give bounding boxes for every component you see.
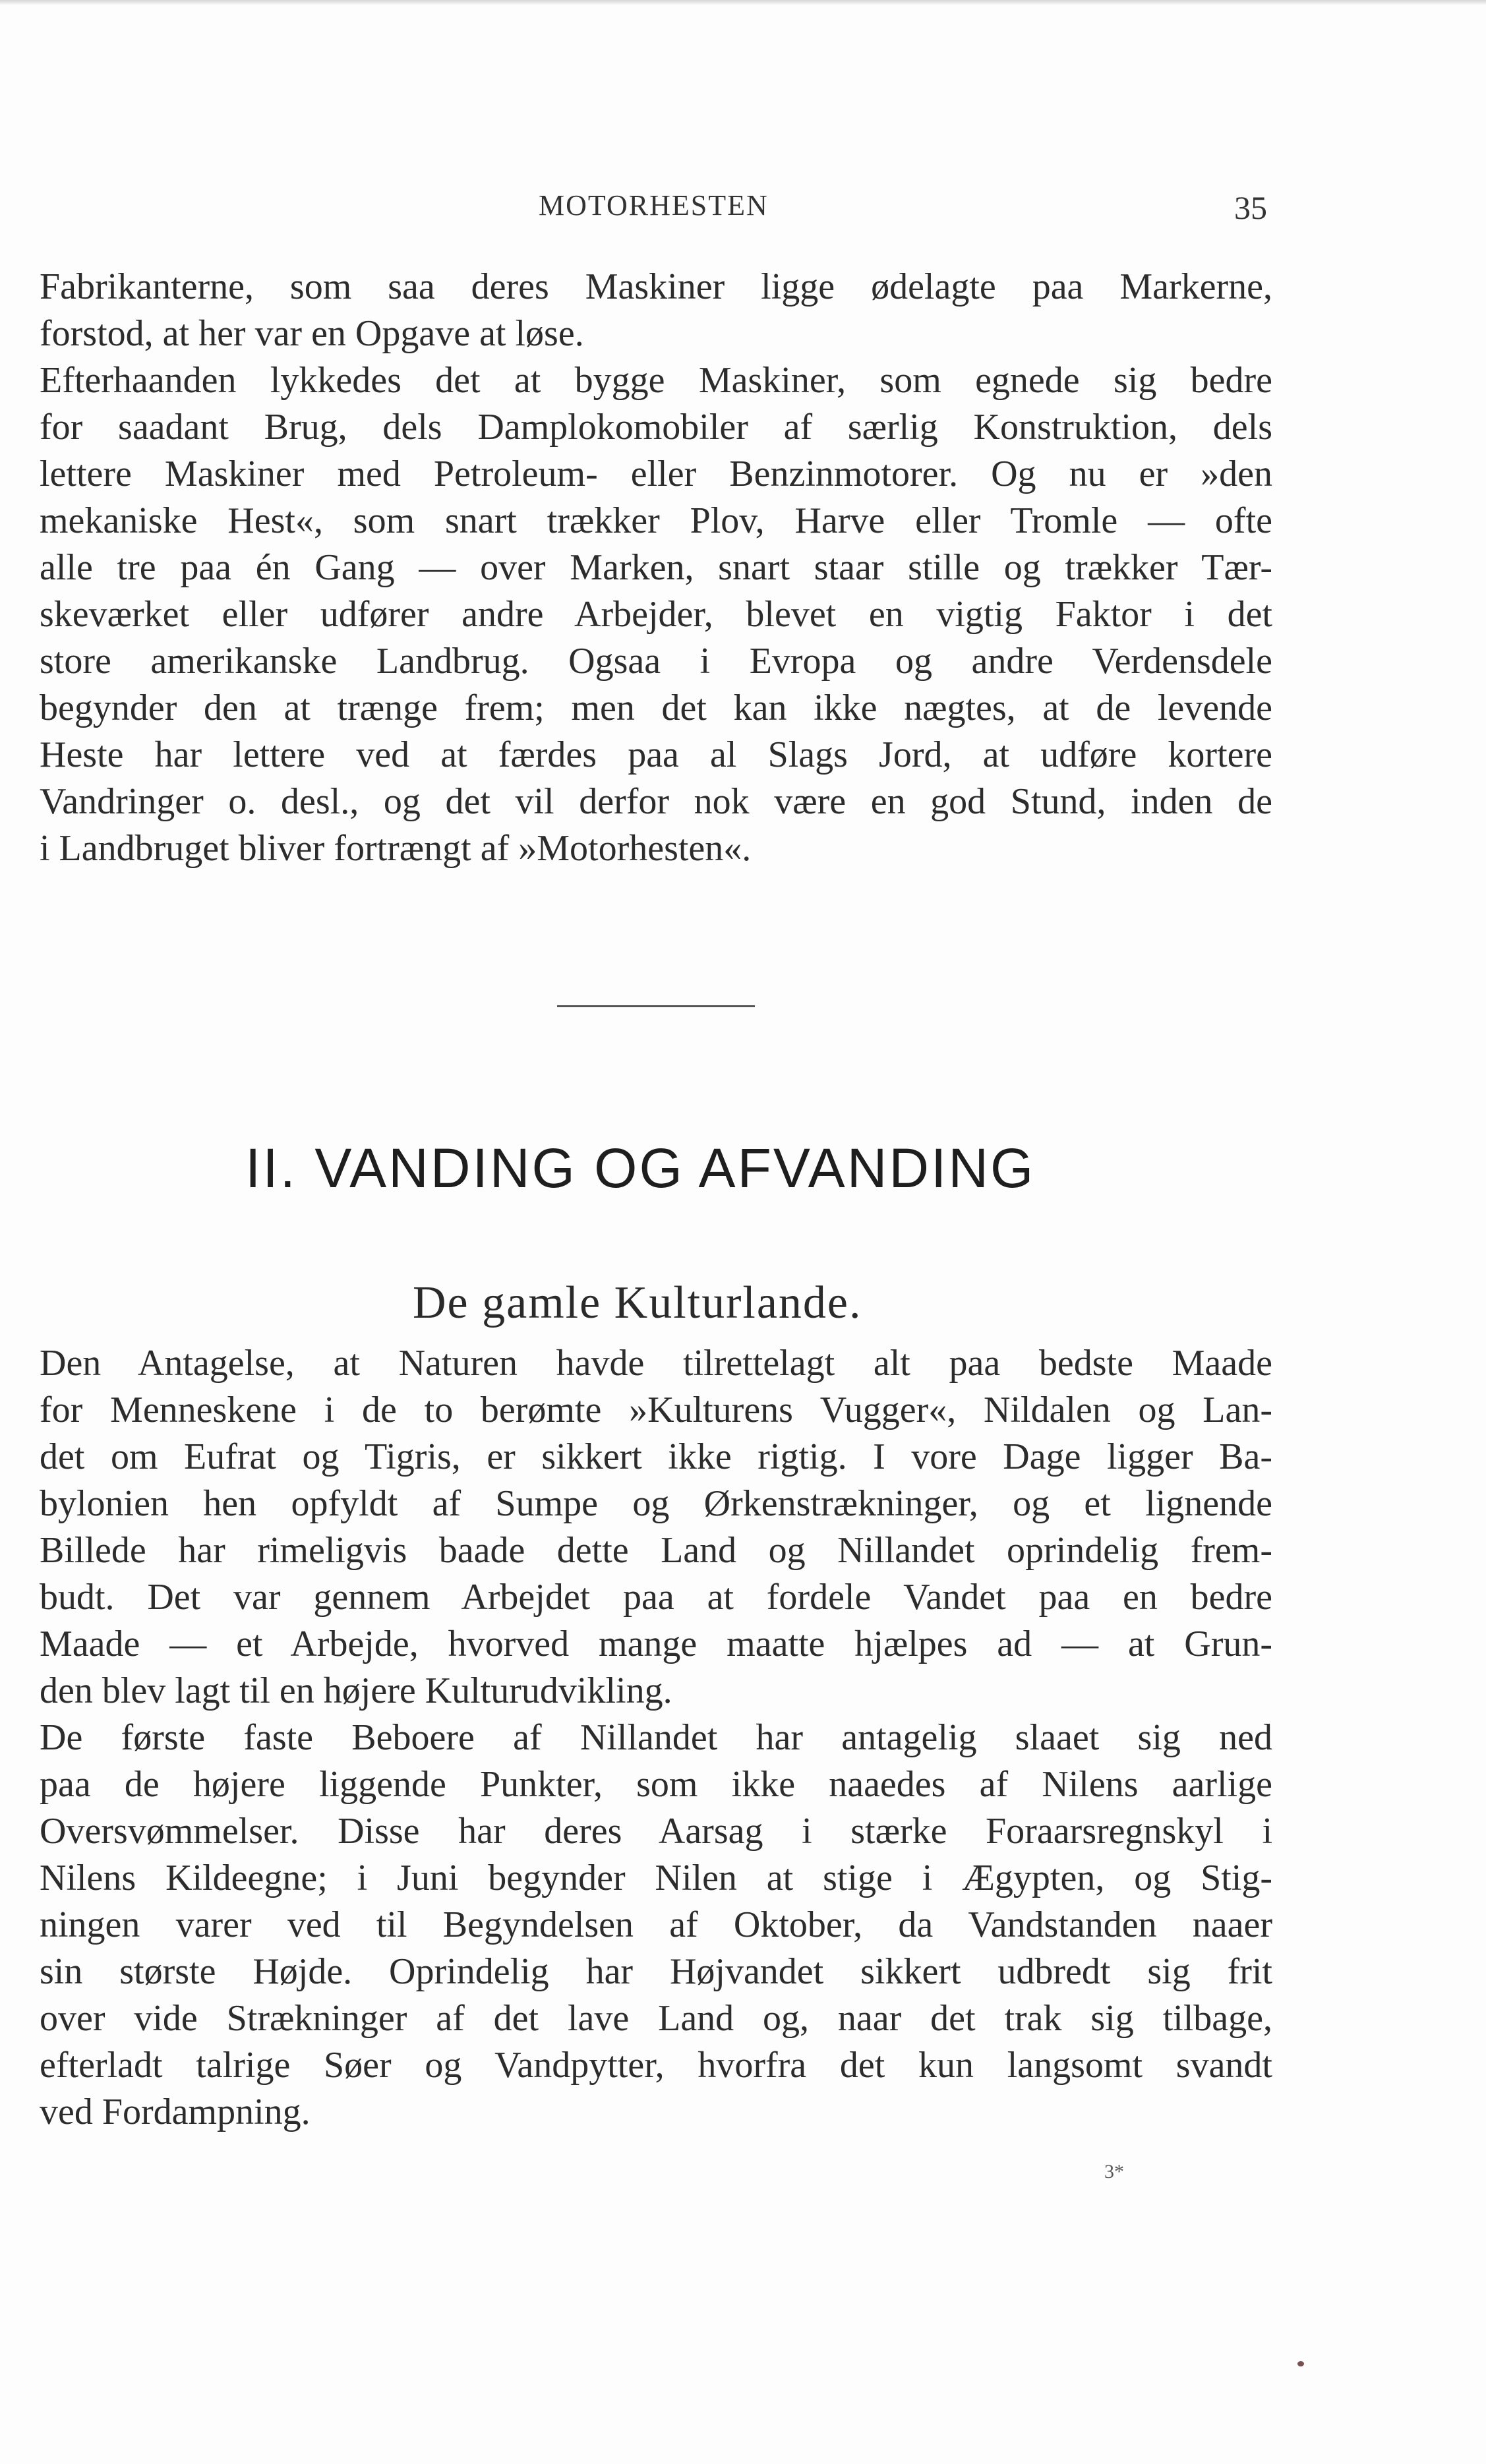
- text-block-kulturlande: [40, 1340, 1272, 2136]
- text-line: forstod, at her var en Opgave at løse.: [40, 313, 584, 354]
- text-line: Maade — et Arbejde, hvorved mange maatte hjælpes ad — at Grun-: [40, 1624, 1272, 1664]
- text-line: begynder den at trænge frem; men det kan ikke nægtes, at de levende: [40, 688, 1272, 728]
- text-line: budt. Det var gennem Arbejdet paa at fordele Vandet paa en bedre: [40, 1577, 1272, 1618]
- text-line: Nilens Kildeegne; i Juni begynder Nilen at stige i Ægypten, og Stig-: [40, 1858, 1272, 1898]
- text-line: alle tre paa én Gang — over Marken, snart staar stille og trækker Tær-: [40, 547, 1272, 588]
- text-line: store amerikanske Landbrug. Ogsaa i Evropa og andre Verdensdele: [40, 641, 1272, 682]
- text-line: Efterhaanden lykkedes det at bygge Maskiner, som egnede sig bedre: [40, 360, 1272, 401]
- text-line: De første faste Beboere af Nillandet har antagelig slaaet sig ned: [40, 1717, 1272, 1758]
- text-line: Vandringer o. desl., og det vil derfor nok være en god Stund, inden de: [40, 781, 1272, 822]
- page-top-edge: [0, 0, 1486, 5]
- text-line: i Landbruget bliver fortrængt af »Motorhesten«.: [40, 828, 752, 869]
- text-line: for Menneskene i de to berømte »Kulturens Vugger«, Nildalen og Lan-: [40, 1390, 1272, 1430]
- text-line: Billede har rimeligvis baade dette Land og Nillandet oprindelig frem-: [40, 1530, 1272, 1571]
- text-line: Den Antagelse, at Naturen havde tilrettelagt alt paa bedste Maade: [40, 1343, 1272, 1384]
- text-line: bylonien hen opfyldt af Sumpe og Ørkenstrækninger, og et lignende: [40, 1483, 1272, 1524]
- subsection-title: De gamle Kulturlande.: [413, 1277, 862, 1328]
- page-number: 35: [1234, 189, 1267, 226]
- text-line: efterladt talrige Søer og Vandpytter, hvorfra det kun langsomt svandt: [40, 2045, 1272, 2086]
- section-divider: [557, 1005, 755, 1007]
- paper-speck: [1297, 2361, 1304, 2366]
- text-line: for saadant Brug, dels Damplokomobiler af særlig Konstruktion, dels: [40, 407, 1272, 448]
- text-line: sin største Højde. Oprindelig har Højvandet sikkert udbredt sig frit: [40, 1951, 1272, 1992]
- text-line: over vide Strækninger af det lave Land og, naar det trak sig tilbage,: [40, 1998, 1272, 2039]
- text-line: mekaniske Hest«, som snart trækker Plov, Harve eller Tromle — ofte: [40, 500, 1272, 541]
- text-line: ved Fordampning.: [40, 2092, 311, 2132]
- section-title: II. VANDING OG AFVANDING: [245, 1137, 1036, 1199]
- text-line: skeværket eller udfører andre Arbejder, blevet en vigtig Faktor i det: [40, 594, 1272, 635]
- text-line: det om Eufrat og Tigris, er sikkert ikke rigtig. I vore Dage ligger Ba-: [40, 1436, 1272, 1477]
- text-line: ningen varer ved til Begyndelsen af Oktober, da Vandstanden naaer: [40, 1904, 1272, 1945]
- text-line: Oversvømmelser. Disse har deres Aarsag i stærke Foraarsregnskyl i: [40, 1811, 1272, 1852]
- signature-mark: 3*: [1104, 2161, 1124, 2183]
- text-line: den blev lagt til en højere Kulturudvikling.: [40, 1670, 672, 1711]
- running-head: MOTORHESTEN: [539, 189, 769, 221]
- text-line: lettere Maskiner med Petroleum- eller Benzinmotorer. Og nu er »den: [40, 454, 1272, 494]
- text-line: Fabrikanterne, som saa deres Maskiner ligge ødelagte paa Markerne,: [40, 266, 1272, 307]
- text-line: Heste har lettere ved at færdes paa al Slags Jord, at udføre kortere: [40, 734, 1272, 775]
- text-line: paa de højere liggende Punkter, som ikke naaedes af Nilens aarlige: [40, 1764, 1272, 1805]
- text-block-motorhesten: [40, 264, 1272, 872]
